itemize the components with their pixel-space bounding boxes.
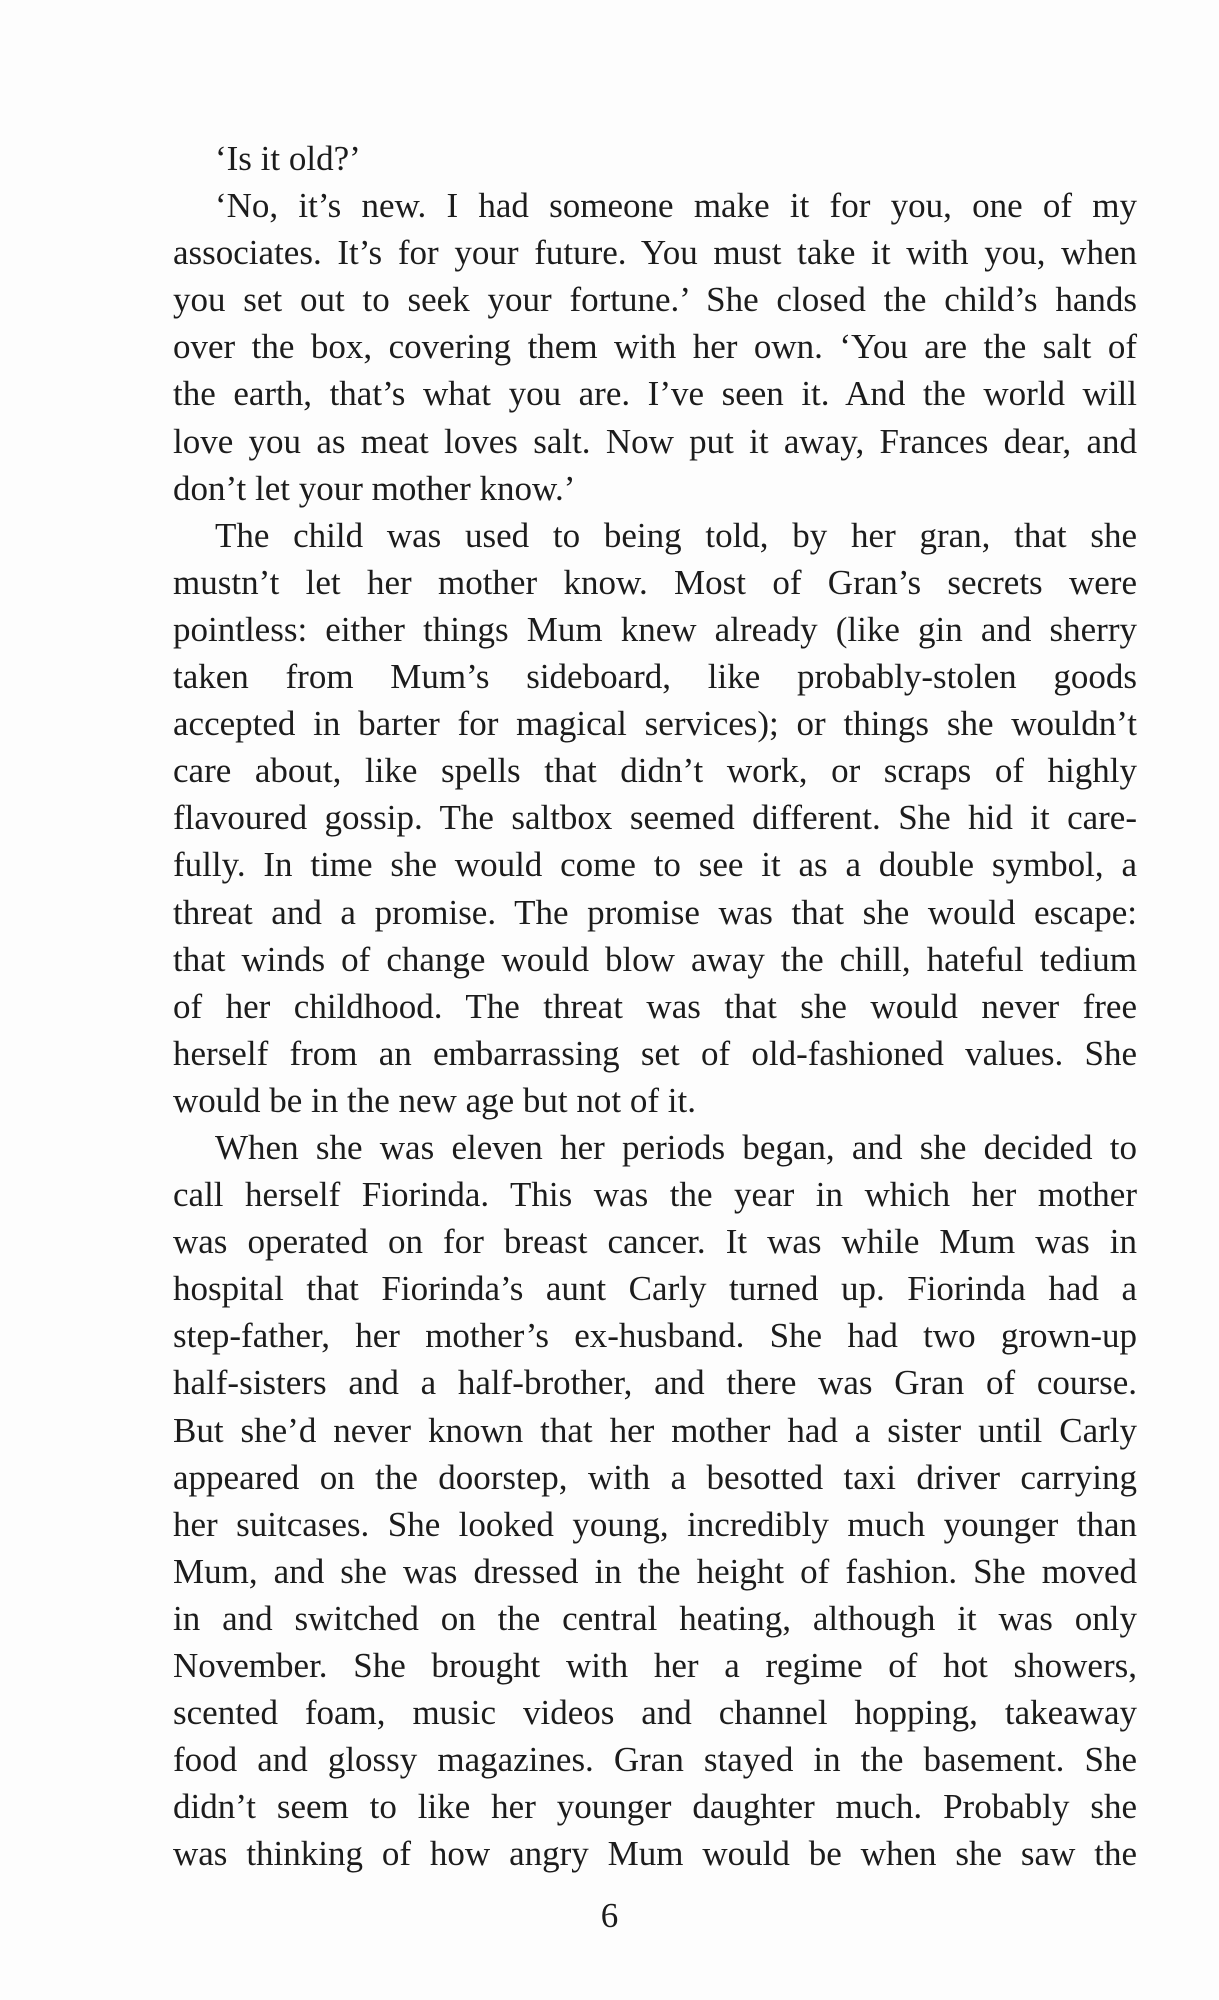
text-line: was operated on for breast cancer. It was while Mum was in (173, 1222, 1137, 1262)
text-line: didn’t seem to like her younger daughter much. Probably she (173, 1787, 1137, 1827)
text-line: ‘Is it old?’ (215, 139, 361, 178)
text-line: don’t let your mother know.’ (173, 468, 576, 508)
text-line: associates. It’s for your future. You must take it with you, when (173, 233, 1137, 273)
text-line: herself from an embarrassing set of old-fashioned values. She (173, 1033, 1137, 1073)
text-line: that winds of change would blow away the chill, hateful tedium (173, 939, 1137, 979)
text-line: would be in the new age but not of it. (173, 1080, 696, 1120)
text-line: appeared on the doorstep, with a besotted taxi driver carrying (173, 1457, 1137, 1497)
text-line: over the box, covering them with her own. ‘You are the salt of (173, 327, 1137, 367)
text-line: accepted in barter for magical services); or things she wouldn’t (173, 704, 1137, 744)
text-line: taken from Mum’s sideboard, like probably-stolen goods (173, 657, 1137, 697)
text-line: But she’d never known that her mother had a sister until Carly (173, 1410, 1137, 1450)
text-line: half-sisters and a half-brother, and there was Gran of course. (173, 1363, 1137, 1403)
page-number: 6 (600, 1896, 619, 1935)
text-line: fully. In time she would come to see it as a double symbol, a (173, 845, 1137, 885)
text-line: ‘No, it’s new. I had someone make it for you, one of my (215, 186, 1137, 226)
text-line: her suitcases. She looked young, incredibly much younger than (173, 1504, 1137, 1544)
text-line: scented foam, music videos and channel hopping, takeaway (173, 1693, 1137, 1733)
text-line: November. She brought with her a regime of hot showers, (173, 1646, 1137, 1685)
text-line: in and switched on the central heating, although it was only (173, 1598, 1137, 1638)
text-line: was thinking of how angry Mum would be when she saw the (173, 1834, 1137, 1874)
text-line: threat and a promise. The promise was that she would escape: (173, 892, 1137, 932)
text-line: call herself Fiorinda. This was the year in which her mother (173, 1175, 1137, 1215)
text-line: flavoured gossip. The saltbox seemed different. She hid it care- (173, 798, 1137, 838)
text-line: Mum, and she was dressed in the height of fashion. She moved (173, 1551, 1137, 1591)
text-line: the earth, that’s what you are. I’ve seen it. And the world will (173, 374, 1137, 414)
text-line: love you as meat loves salt. Now put it away, Frances dear, and (173, 421, 1137, 461)
text-line: you set out to seek your fortune.’ She closed the child’s hands (173, 280, 1137, 320)
text-line: food and glossy magazines. Gran stayed in the basement. She (173, 1740, 1137, 1780)
text-line: care about, like spells that didn’t work, or scraps of highly (173, 751, 1137, 791)
text-line: When she was eleven her periods began, and she decided to (215, 1127, 1137, 1167)
text-line: The child was used to being told, by her gran, that she (215, 515, 1137, 555)
text-line: pointless: either things Mum knew already (like gin and sherry (173, 609, 1137, 649)
body-text (173, 135, 1137, 1877)
text-line: mustn’t let her mother know. Most of Gran’s secrets were (173, 562, 1137, 602)
text-line: step-father, her mother’s ex-husband. She had two grown-up (173, 1316, 1137, 1356)
text-line: hospital that Fiorinda’s aunt Carly turned up. Fiorinda had a (173, 1269, 1137, 1309)
text-line: of her childhood. The threat was that she would never free (173, 986, 1137, 1026)
